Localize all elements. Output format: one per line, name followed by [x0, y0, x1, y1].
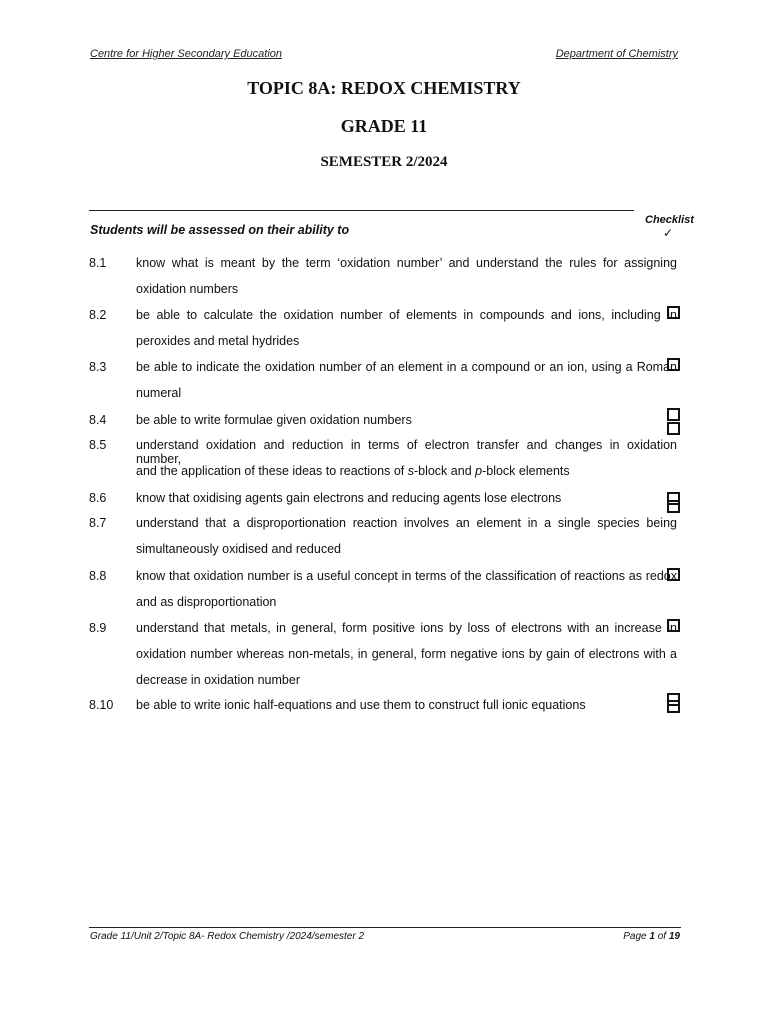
objective-text-line: oxidation number whereas non-metals, in general, form negative ions by gain of electrons with a	[136, 647, 677, 661]
objective-text-line: oxidation numbers	[136, 282, 239, 296]
objective-text-line: know that oxidation number is a useful concept in terms of the classification of reactions as redox	[136, 569, 677, 583]
header-institution: Centre for Higher Secondary Education	[90, 48, 282, 60]
objective-text-line: understand that a disproportionation reaction involves an element in a single species being	[136, 516, 677, 530]
objective-text-line: peroxides and metal hydrides	[136, 334, 300, 348]
checklist-label: Checklist	[645, 214, 694, 226]
objective-text-line: decrease in oxidation number	[136, 673, 300, 687]
objective-number: 8.7	[89, 516, 107, 530]
page-current: 1	[649, 931, 655, 942]
page-of: of	[654, 931, 669, 942]
header-department: Department of Chemistry	[555, 48, 678, 60]
objective-text-line: simultaneously oxidised and reduced	[136, 542, 341, 556]
topic-title: TOPIC 8A: REDOX CHEMISTRY	[247, 78, 521, 98]
objective-number: 8.8	[89, 569, 107, 583]
objective-text-line: know what is meant by the term ‘oxidation number’ and understand the rules for assigning	[136, 256, 677, 270]
objective-text-line: understand that metals, in general, form positive ions by loss of electrons with an increase in	[136, 621, 677, 635]
checklist-checkbox[interactable]	[667, 500, 680, 513]
grade-title: GRADE 11	[340, 116, 428, 136]
objective-text-line: know that oxidising agents gain electrons and reducing agents lose electrons	[136, 491, 562, 505]
assessment-intro: Students will be assessed on their ability to	[90, 223, 350, 237]
objective-text-line: be able to write ionic half-equations and use them to construct full ionic equations	[136, 698, 586, 712]
objective-text-line: and as disproportionation	[136, 595, 277, 609]
objective-text-line: be able to indicate the oxidation number of an element in a compound or an ion, using a Roman	[136, 360, 677, 374]
objective-text-line: and the application of these ideas to reactions of s-block and p-block elements	[136, 464, 570, 478]
objective-number: 8.3	[89, 360, 107, 374]
footer-page-number	[623, 931, 680, 942]
page-prefix: Page	[623, 931, 650, 942]
objective-number: 8.10	[89, 698, 114, 712]
objective-number: 8.4	[89, 413, 107, 427]
objective-number: 8.2	[89, 308, 107, 322]
objective-number: 8.6	[89, 491, 107, 505]
checkmark-icon: ✓	[663, 226, 674, 240]
page-total: 19	[668, 931, 680, 942]
objective-number: 8.9	[89, 621, 107, 635]
checklist-checkbox[interactable]	[667, 422, 680, 435]
objective-text-line: numeral	[136, 386, 182, 400]
objective-number: 8.5	[89, 438, 107, 452]
objective-text-line: be able to calculate the oxidation number of elements in compounds and ions, including in	[136, 308, 677, 322]
checklist-checkbox[interactable]	[667, 700, 680, 713]
objective-text-line: understand oxidation and reduction in terms of electron transfer and changes in oxidation number,	[136, 438, 677, 466]
objective-text-line: be able to write formulae given oxidation numbers	[136, 413, 412, 427]
footer-course-path: Grade 11/Unit 2/Topic 8A- Redox Chemistry /2024/semester 2	[90, 931, 365, 942]
footer-divider	[89, 927, 681, 928]
objective-number: 8.1	[89, 256, 107, 270]
semester-title: SEMESTER 2/2024	[320, 154, 448, 170]
